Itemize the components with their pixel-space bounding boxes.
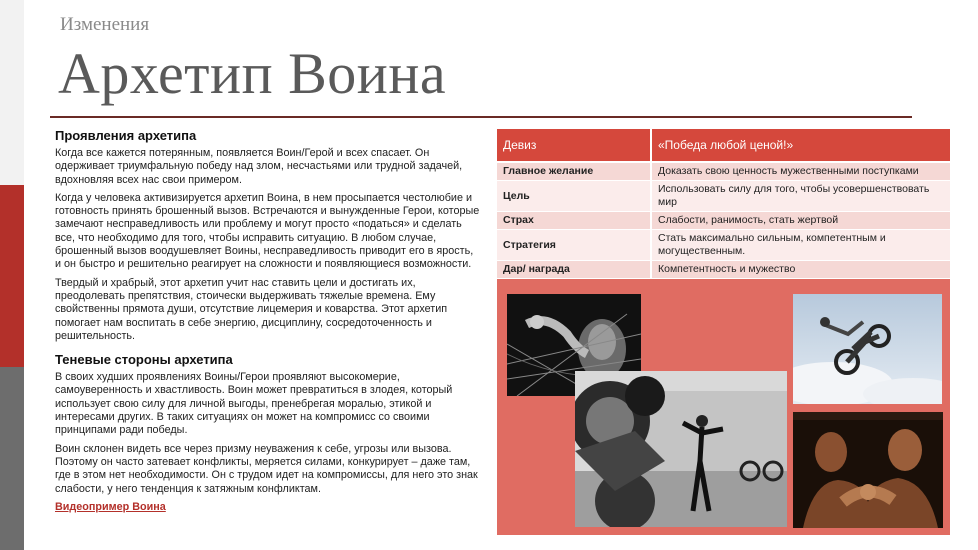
table-row [497, 261, 950, 279]
table-row [497, 162, 950, 181]
row-value: Компетентность и мужество [651, 261, 950, 279]
shadow-paragraph-1: В своих худших проявлениях Воины/Герои проявляют высокомерие, самоуверенность и хвастливость. Воин может превратиться в злодея, который использует свою силу для личной выгоды, пренебрегая моралью, этикой и интересами других. В таких ситуациях он может на компромисс со своими принципами ради победы. [55, 371, 453, 437]
motto-value: «Победа любой ценой!» [651, 129, 950, 162]
row-value: Стать максимально сильным, компетентным и могущественным. [651, 230, 950, 261]
row-label: Главное желание [497, 162, 651, 181]
table-row [497, 212, 950, 230]
slide-subtitle: Изменения [60, 14, 150, 35]
video-example-link[interactable]: Видеопример Воина [55, 500, 166, 513]
manifestations-paragraph-2: Когда у человека активизируется архетип Воина, в нем просыпается честолюбие и готовность принять брошенный вызов. Встречаются и вынужденные Герои, которые замечают несправедливость или проблему и могут просто «податься» и сделать все, что необходимо для того, чтобы исправить ситуацию. В любом случае, брошенный вызов воодушевляет Воины, несправедливость приводит его в ярость, и он быстро и решительно реагирует на сложности и появляющиеся возможности. [55, 191, 480, 271]
archetype-table [497, 129, 950, 279]
slide-title: Архетип Воина [58, 41, 447, 106]
table-row [497, 230, 950, 261]
manifestations-paragraph-3: Твердый и храбрый, этот архетип учит нас ставить цели и достигать их, преодолевать препятствия, стоически выдерживать тяжелые времена. Ему свойственны прямота души, отсутствие лицемерия и коварства. Этот архетип помогает нам воспитать в себе энергию, дисциплину, сосредоточенность и решительность. [55, 276, 448, 342]
left-accent-bar-gray [0, 367, 24, 550]
manifestations-heading: Проявления архетипа [55, 128, 197, 143]
row-label: Цель [497, 181, 651, 212]
table-header-row [497, 129, 950, 162]
manifestations-paragraph-1: Когда все кажется потерянным, появляется Воин/Герой и всех спасает. Он одерживает триумфальную победу над злом, несчастьями или трудной задачей, вдохновляя всех нас свои примером. [55, 147, 463, 186]
table-row [497, 181, 950, 212]
row-value: Доказать свою ценность мужественными поступками [651, 162, 950, 181]
left-accent-bar-top [0, 0, 24, 185]
row-label: Дар/ награда [497, 261, 651, 279]
motto-label: Девиз [497, 129, 651, 162]
row-label: Стратегия [497, 230, 651, 261]
arm-wrestling-photo [793, 412, 943, 528]
shadow-heading: Теневые стороны архетипа [55, 352, 233, 368]
left-text-column [55, 128, 480, 519]
title-divider [50, 116, 912, 118]
row-value: Использовать силу для того, чтобы усовершенствовать мир [651, 181, 950, 212]
motocross-jump-photo [793, 294, 942, 404]
left-accent-bar-red [0, 185, 24, 367]
row-value: Слабости, ранимость, стать жертвой [651, 212, 950, 230]
woman-motorcycle-photo [575, 371, 787, 527]
row-label: Страх [497, 212, 651, 230]
shadow-paragraph-2: Воин склонен видеть все через призму неуважения к себе, угрозы или вызова. Поэтому он часто затевает конфликты, меряется силами, конкурирует – даже там, где в этом нет необходимости. Он с трудом идет на компромиссы, для него это знак слабости, у него тенденция к затяжным конфликтам. [55, 442, 478, 495]
